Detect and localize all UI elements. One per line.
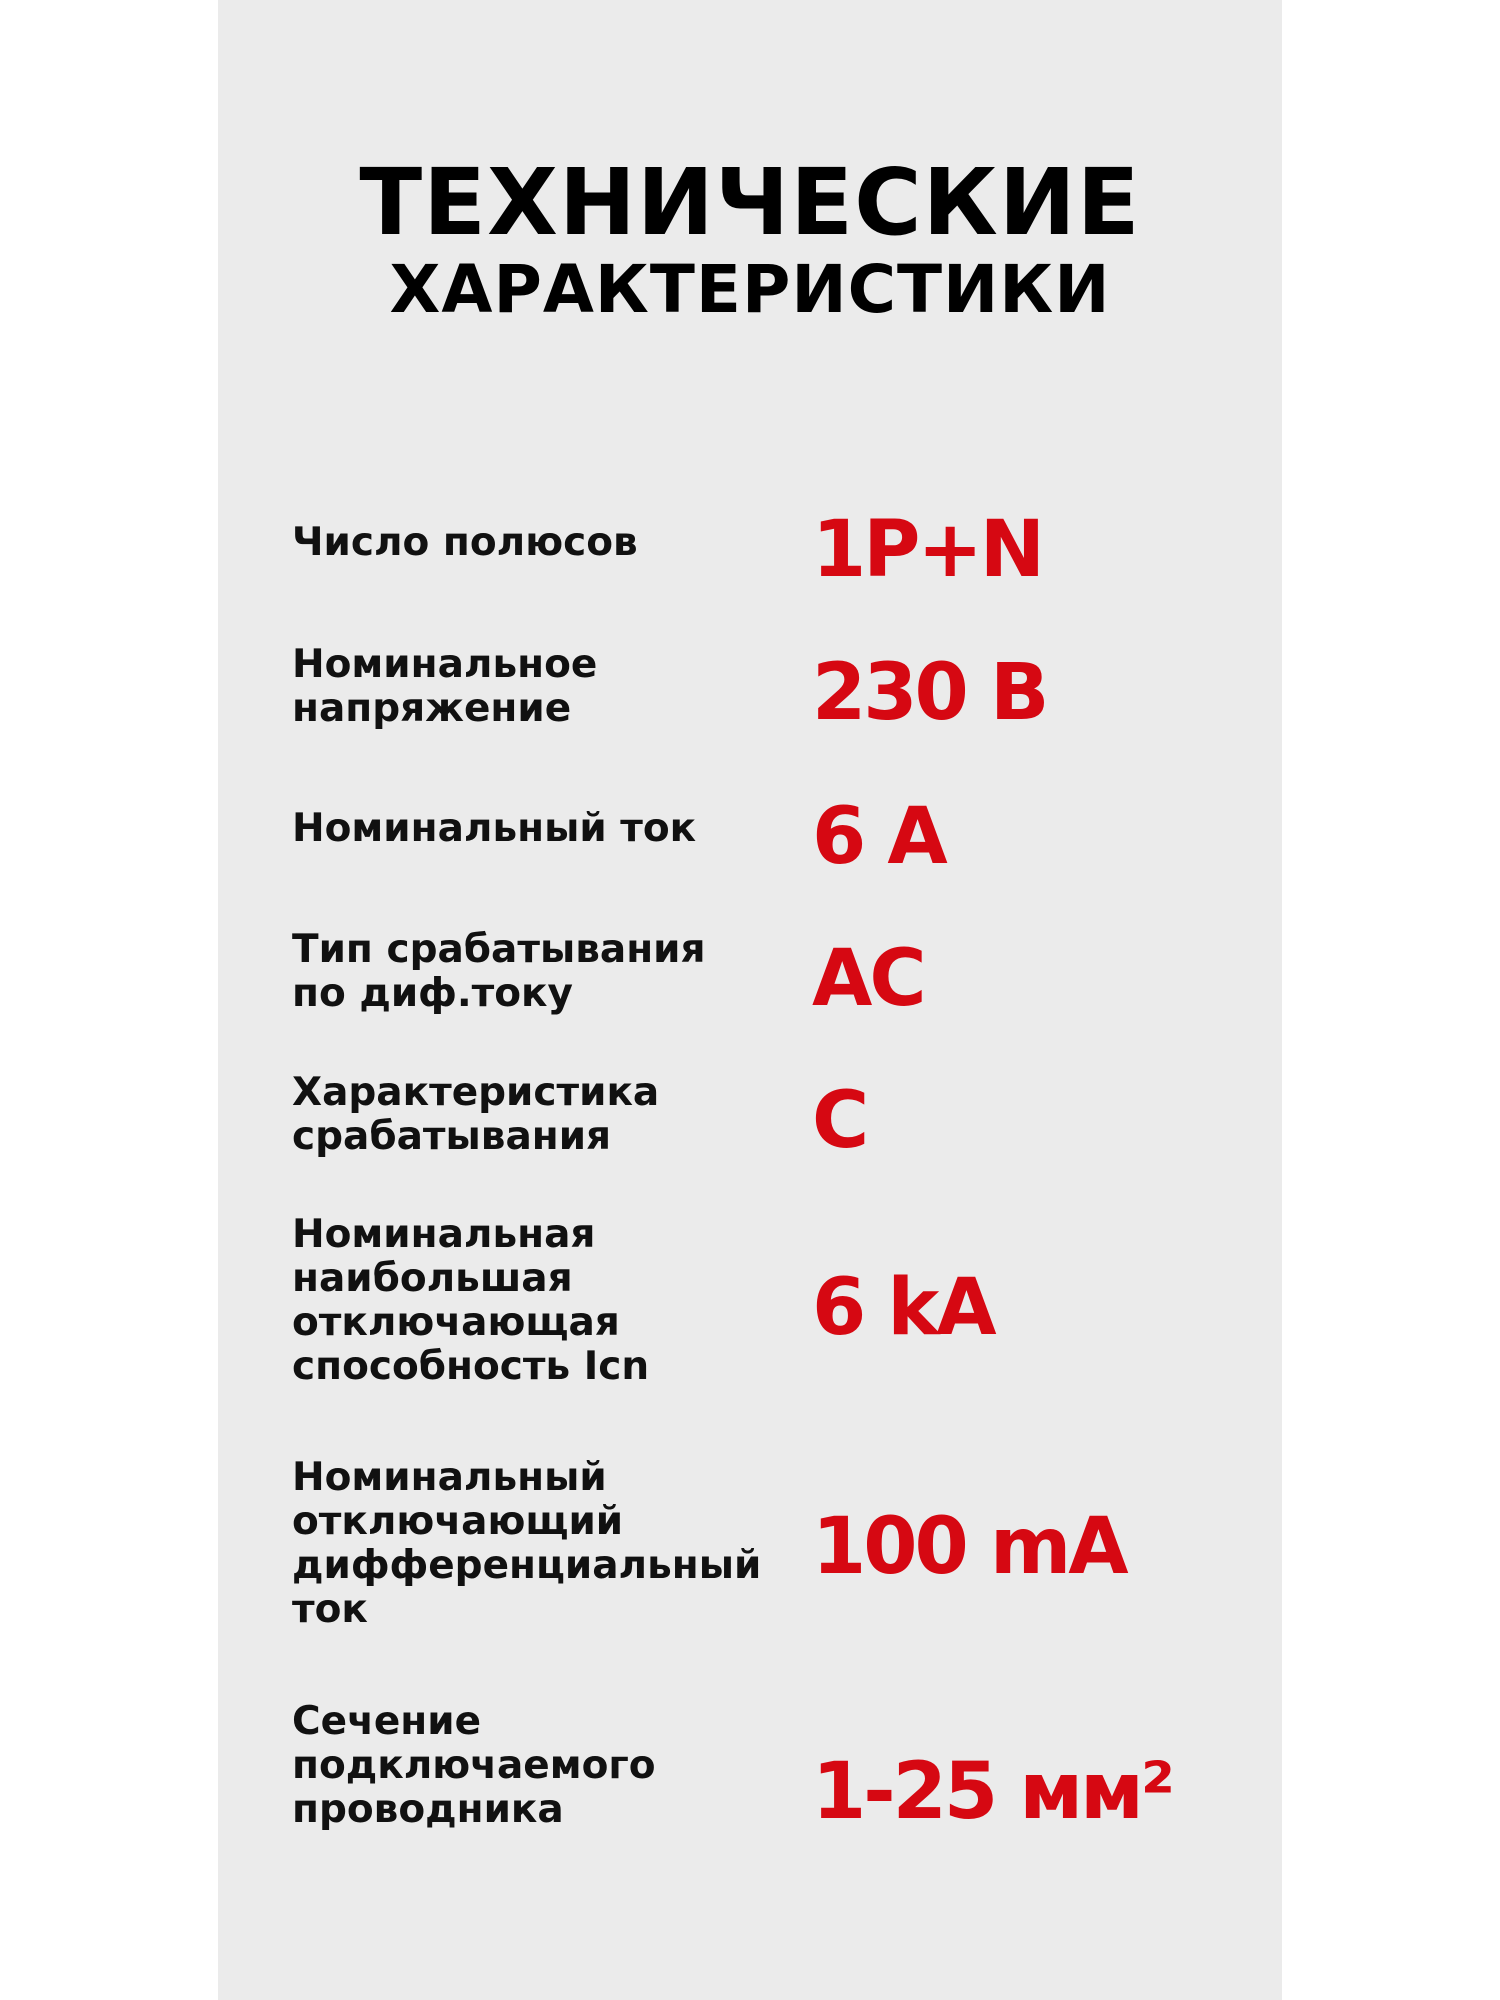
spec-label-poles: Число полюсов	[292, 520, 638, 565]
spec-label-trip-type: Тип срабатывания по диф.току	[292, 927, 706, 1016]
spec-value-residual-current: 100 mA	[812, 1502, 1126, 1592]
spec-label-trip-curve: Характеристика срабатывания	[292, 1070, 660, 1159]
page-title-line1: ТЕХНИЧЕСКИЕ	[359, 149, 1141, 256]
spec-value-trip-curve: C	[812, 1076, 867, 1166]
spec-value-trip-type: AC	[812, 934, 924, 1024]
spec-value-wire-section: 1-25 мм²	[812, 1747, 1173, 1837]
spec-label-current: Номинальный ток	[292, 806, 697, 851]
spec-value-voltage: 230 В	[812, 648, 1047, 738]
spec-value-poles: 1P+N	[812, 505, 1043, 595]
spec-label-wire-section: Сечение подключаемого проводника	[292, 1699, 656, 1832]
spec-label-breaking-capacity: Номинальная наибольшая отключающая способность Icn	[292, 1212, 650, 1389]
page-title-line2: ХАРАКТЕРИСТИКИ	[389, 251, 1111, 328]
spec-value-current: 6 А	[812, 792, 945, 882]
spec-value-breaking-capacity: 6 kA	[812, 1263, 994, 1353]
spec-label-residual-current: Номинальный отключающий дифференциальный ток	[292, 1455, 762, 1632]
spec-label-voltage: Номинальное напряжение	[292, 642, 598, 731]
